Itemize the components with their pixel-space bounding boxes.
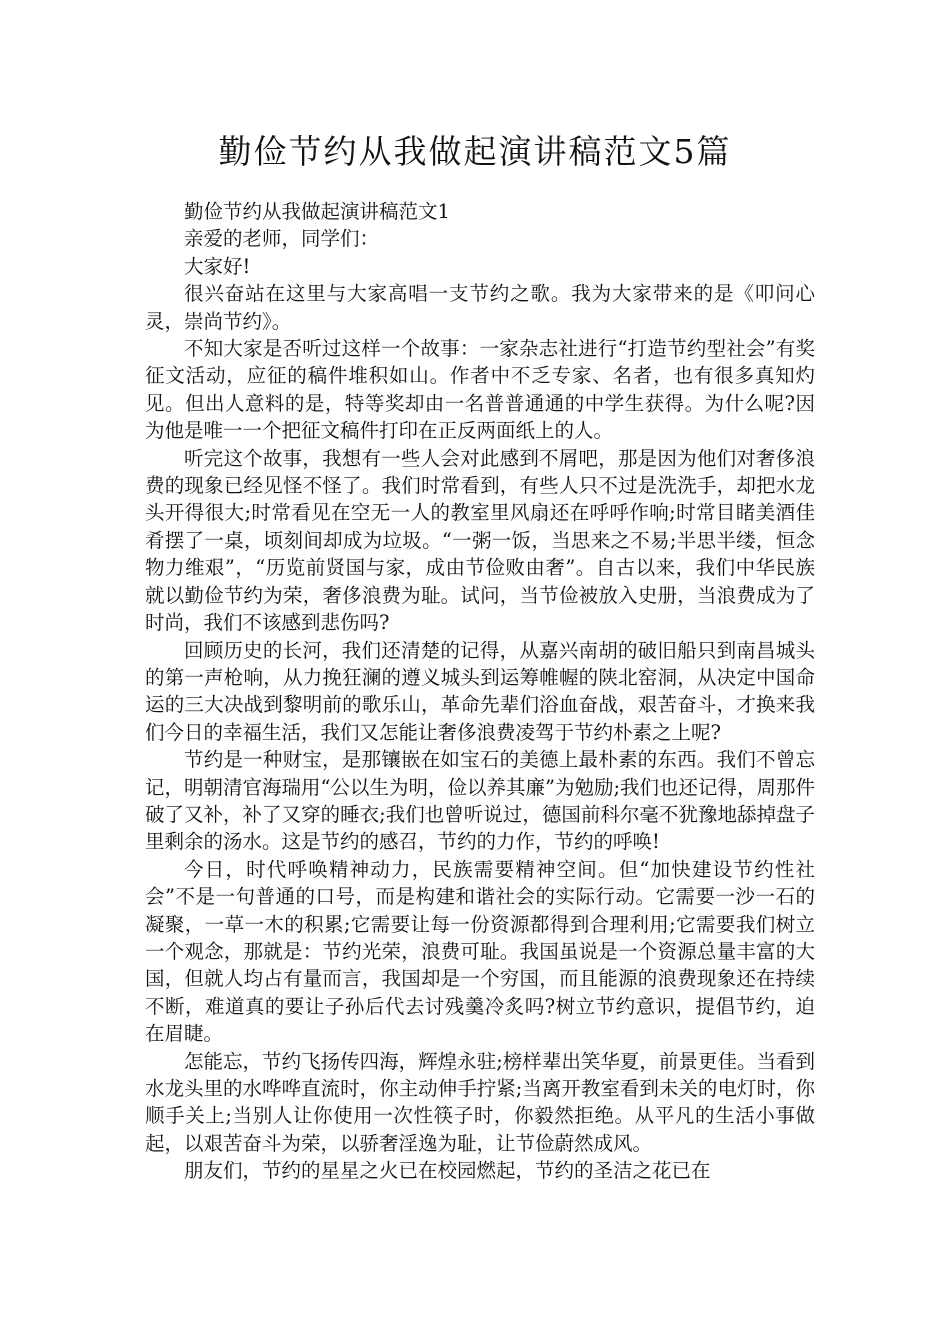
paragraph: 不知大家是否听过这样一个故事：一家杂志社进行“打造节约型社会”有奖征文活动，应征的稿件堆积如山。作者中不乏专家、名者，也有很多真知灼见。但出人意料的是，特等奖却由一名普普通通的中学生获得。为什么呢?因为他是唯一一个把征文稿件打印在正反两面纸上的人。 (145, 337, 815, 443)
paragraph: 很兴奋站在这里与大家高唱一支节约之歌。我为大家带来的是《叩问心灵，崇尚节约》。 (145, 282, 815, 333)
paragraph: 节约是一种财宝，是那镶嵌在如宝石的美德上最朴素的东西。我们不曾忘记，明朝清官海瑞用“公以生为明，俭以养其廉”为勉励;我们也还记得，周那件破了又补，补了又穿的睡衣;我们也曾听说过，德国前科尔毫不犹豫地舔掉盘子里剩余的汤水。这是节约的感召，节约的力作，节约的呼唤! (145, 748, 816, 854)
paragraph: 朋友们，节约的星星之火已在校园燃起，节约的圣洁之花已在 (184, 1159, 711, 1183)
document-title: 勤俭节约从我做起演讲稿范文5篇 (218, 132, 732, 171)
paragraph: 怎能忘，节约飞扬传四海，辉煌永驻;榜样辈出笑华夏，前景更佳。当看到水龙头里的水哗哗直流时，你主动伸手拧紧;当离开教室看到未关的电灯时，你顺手关上;当别人让你使用一次性筷子时，你毅然拒绝。从平凡的生活小事做起，以艰苦奋斗为荣，以骄奢淫逸为耻，让节俭蔚然成风。 (145, 1049, 815, 1155)
paragraph: 听完这个故事，我想有一些人会对此感到不屑吧，那是因为他们对奢侈浪费的现象已经见怪不怪了。我们时常看到，有些人只不过是洗洗手，却把水龙头开得很大;时常看见在空无一人的教室里风扇还在呼呼作响;时常目睹美酒佳肴摆了一桌，顷刻间却成为垃圾。“一粥一饭，当思来之不易;半思半缕，恒念物力维艰”，“历览前贤国与家，成由节俭败由奢”。自古以来，我们中华民族就以勤俭节约为荣，奢侈浪费为耻。试问，当节俭被放入史册，当浪费成为了时尚，我们不该感到悲伤吗? (145, 446, 815, 635)
paragraph: 勤俭节约从我做起演讲稿范文1 (184, 200, 450, 223)
paragraph: 大家好! (184, 254, 251, 278)
paragraph: 今日，时代呼唤精神动力，民族需要精神空间。但“加快建设节约性社会”不是一句普通的口号，而是构建和谐社会的实际行动。它需要一沙一石的凝聚，一草一木的积累;它需要让每一份资源都得到合理利用;它需要我们树立一个观念，那就是：节约光荣，浪费可耻。我国虽说是一个资源总量丰富的大国，但就人均占有量而言，我国却是一个穷国，而且能源的浪费现象还在持续不断，难道真的要让子孙后代去讨残羹冷炙吗?树立节约意识，提倡节约，迫在眉睫。 (145, 857, 815, 1046)
paragraph: 亲爱的老师，同学们： (184, 227, 380, 251)
document-body (145, 198, 815, 1185)
paragraph: 回顾历史的长河，我们还清楚的记得，从嘉兴南胡的破旧船只到南昌城头的第一声枪响，从力挽狂澜的遵义城头到运筹帷幄的陕北窑洞，从决定中国命运的三大决战到黎明前的歌乐山，革命先辈们浴血奋战，艰苦奋斗，才换来我们今日的幸福生活，我们又怎能让奢侈浪费凌驾于节约朴素之上呢? (145, 638, 815, 744)
